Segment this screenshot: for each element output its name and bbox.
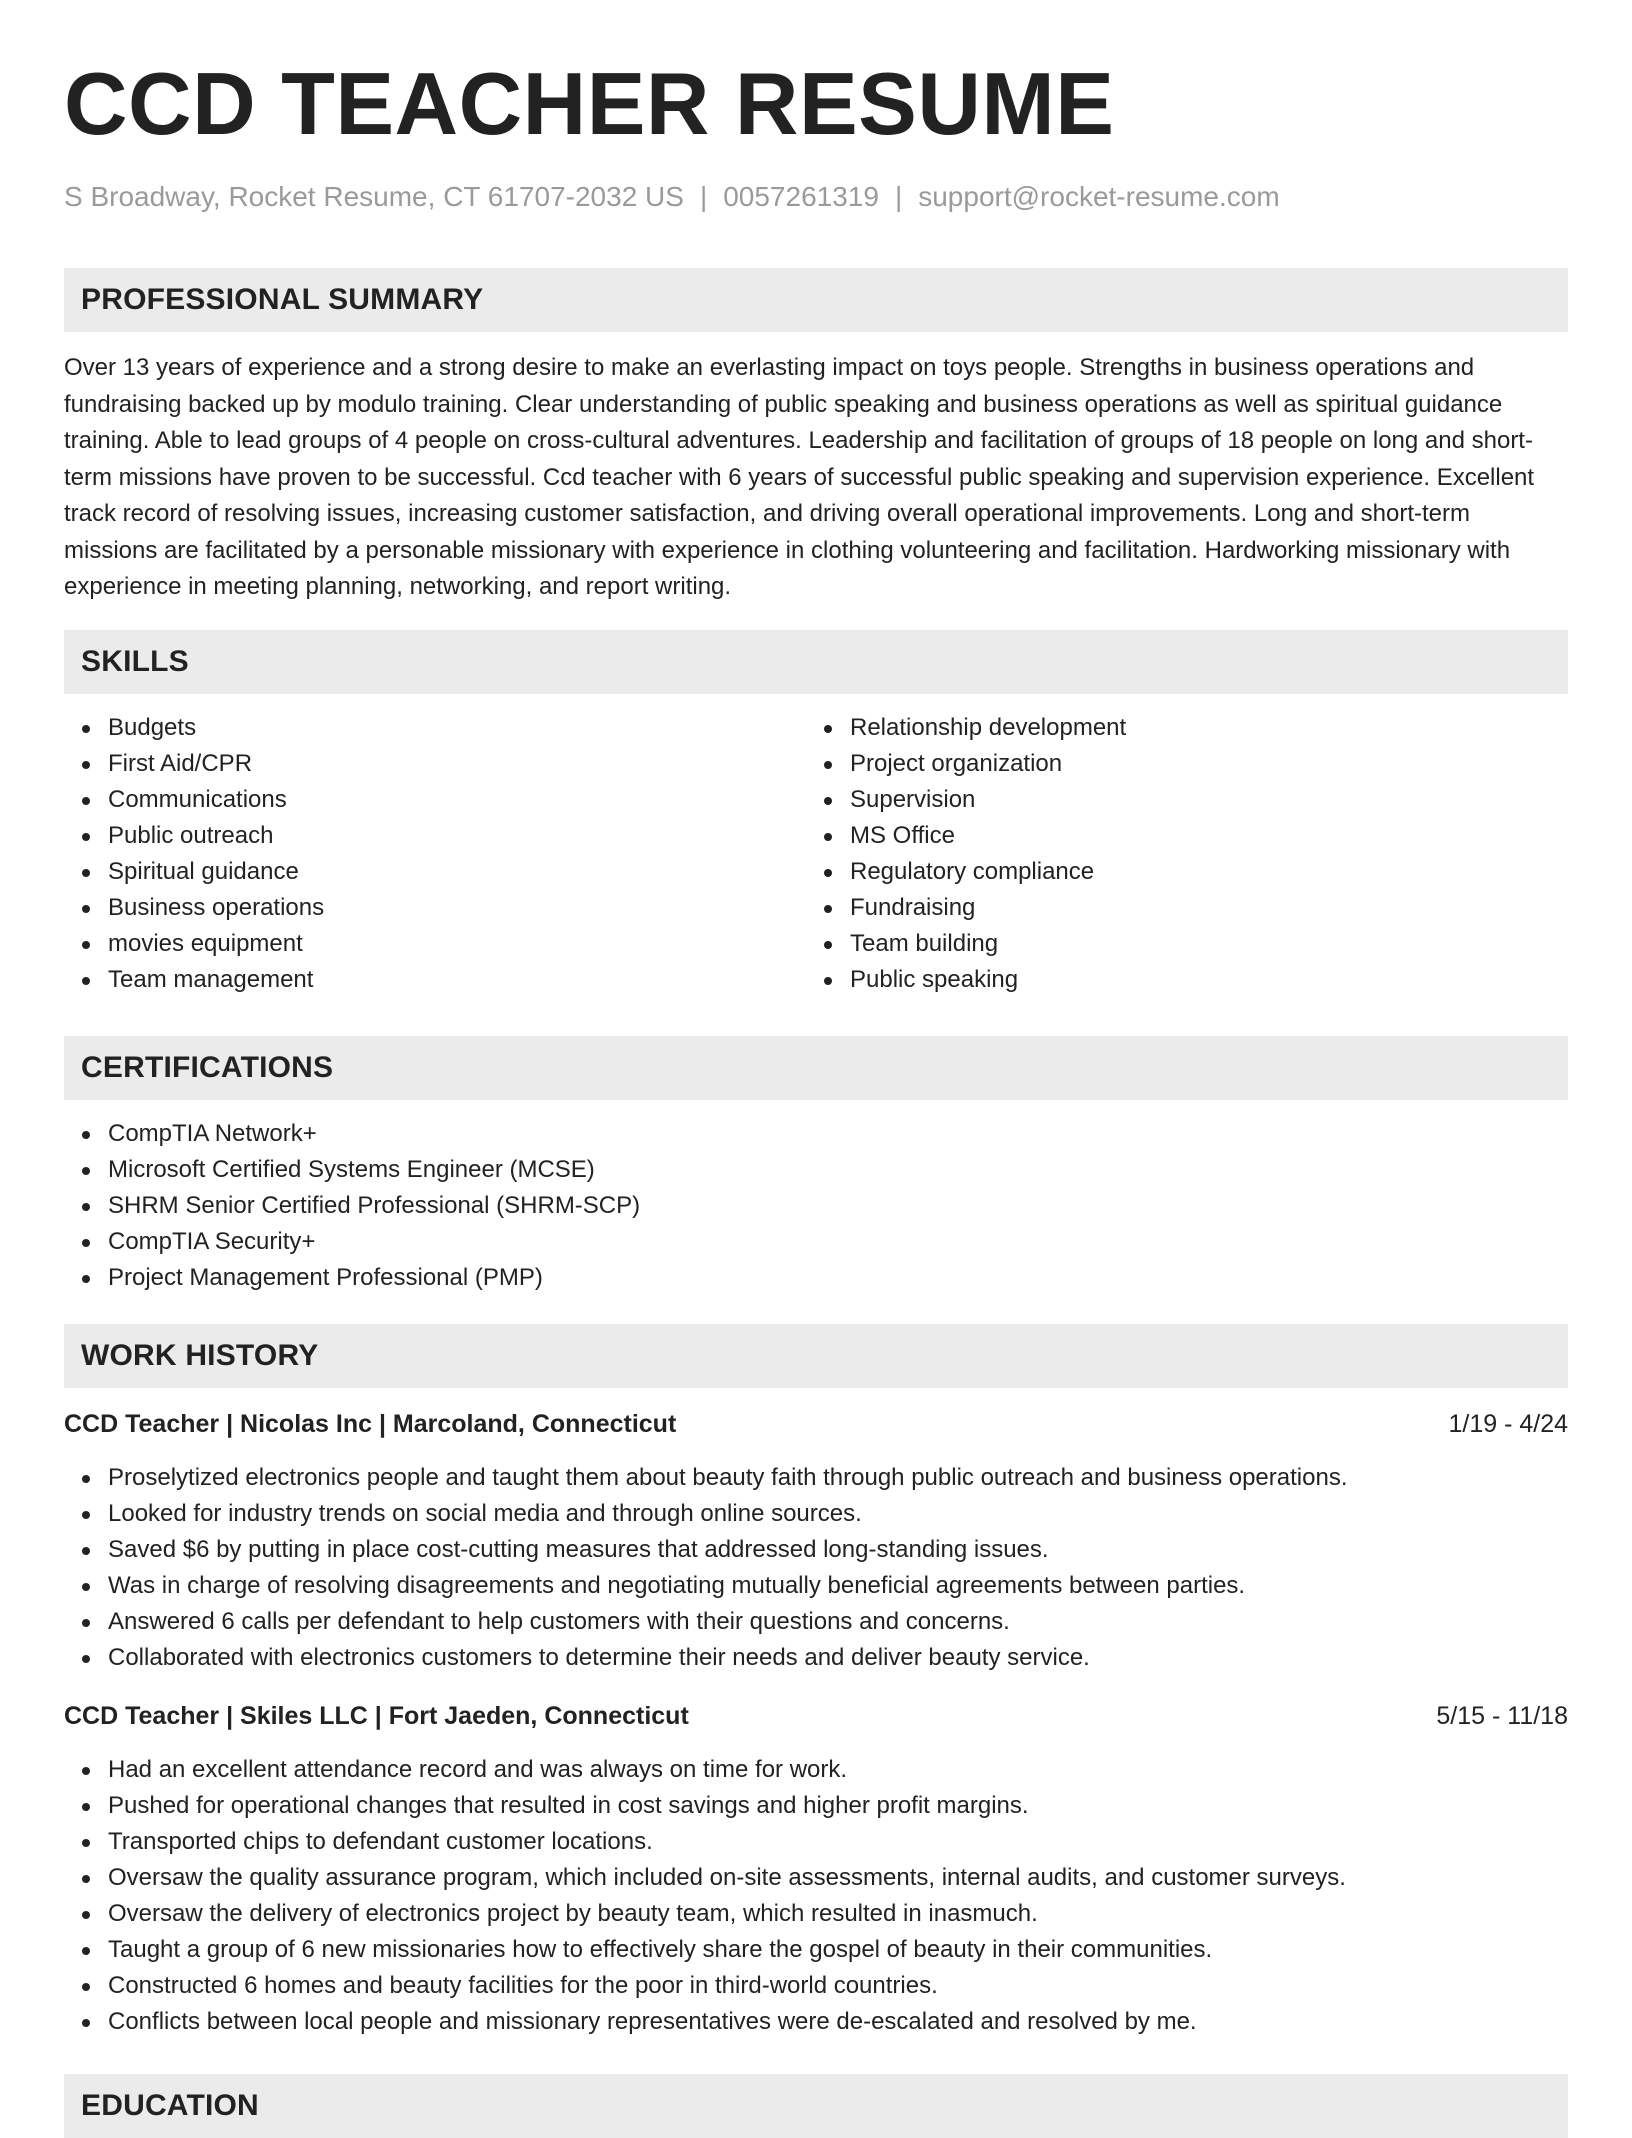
certification-item: CompTIA Network+ — [108, 1116, 1568, 1152]
skills-columns — [64, 710, 1568, 998]
skill-item: Project organization — [850, 746, 1548, 782]
job-duty-item: Transported chips to defendant customer locations. — [108, 1824, 1568, 1860]
job-duty-item: Oversaw the quality assurance program, which included on-site assessments, internal audits, and customer surveys. — [108, 1860, 1568, 1896]
job-duty-item: Oversaw the delivery of electronics project by beauty team, which resulted in inasmuch. — [108, 1896, 1568, 1932]
resume-page — [64, 0, 1568, 2138]
certifications-list — [64, 1116, 1568, 1296]
skill-item: Team building — [850, 926, 1548, 962]
skills-list-left — [64, 710, 806, 998]
job-title: CCD Teacher | Nicolas Inc | Marcoland, Connecticut — [64, 1409, 677, 1438]
job-duty-item: Had an excellent attendance record and was always on time for work. — [108, 1752, 1568, 1788]
education-heading: EDUCATION — [81, 2088, 259, 2122]
contact-line — [64, 180, 1568, 214]
summary-text: Over 13 years of experience and a strong desire to make an everlasting impact on toys people. Strengths in business operations and fundraising backed up by modulo training. Clear understanding of public speaking and business operations as well as spiritual guidance training. Able to lead groups of 4 people on cross-cultural adventures. Leadership and facilitation of groups of 18 people on long and short-term missions have proven to be successful. Ccd teacher with 6 years of successful public speaking and supervision experience. Excellent track record of resolving issues, increasing customer satisfaction, and driving overall operational improvements. Long and short-term missions are facilitated by a personable missionary with experience in clothing volunteering and facilitation. Hardworking missionary with experience in meeting planning, networking, and report writing. — [64, 354, 1535, 600]
job-header — [64, 1406, 1568, 1442]
job-duty-item: Was in charge of resolving disagreements and negotiating mutually beneficial agreements between parties. — [108, 1568, 1568, 1604]
skills-list-right — [806, 710, 1548, 998]
job-header — [64, 1698, 1568, 1734]
skill-item: Public outreach — [108, 818, 806, 854]
summary-section-header — [64, 268, 1568, 332]
skill-item: Communications — [108, 782, 806, 818]
contact-separator: | — [894, 181, 903, 212]
job-duty-item: Conflicts between local people and missionary representatives were de-escalated and resolved by me. — [108, 2004, 1568, 2040]
contact-email: support@rocket-resume.com — [918, 181, 1280, 212]
job-duties-list — [64, 1752, 1568, 2040]
skill-item: Spiritual guidance — [108, 854, 806, 890]
job-duty-item: Saved $6 by putting in place cost-cutting measures that addressed long-standing issues. — [108, 1532, 1568, 1568]
skill-item: Business operations — [108, 890, 806, 926]
contact-address: S Broadway, Rocket Resume, CT 61707-2032 US — [64, 181, 684, 212]
certifications-heading: CERTIFICATIONS — [81, 1050, 334, 1084]
job-title: CCD Teacher | Skiles LLC | Fort Jaeden, Connecticut — [64, 1701, 689, 1730]
contact-separator: | — [699, 181, 708, 212]
summary-heading: PROFESSIONAL SUMMARY — [81, 283, 484, 316]
job-duty-item: Pushed for operational changes that resulted in cost savings and higher profit margins. — [108, 1788, 1568, 1824]
job-dates: 5/15 - 11/18 — [1436, 1701, 1568, 1730]
skill-item: Public speaking — [850, 962, 1548, 998]
job-duty-item: Collaborated with electronics customers to determine their needs and deliver beauty service. — [108, 1640, 1568, 1676]
job-dates: 1/19 - 4/24 — [1448, 1409, 1568, 1438]
job-duty-item: Taught a group of 6 new missionaries how to effectively share the gospel of beauty in their communities. — [108, 1932, 1568, 1968]
skills-heading: SKILLS — [81, 644, 189, 678]
certification-item: SHRM Senior Certified Professional (SHRM-SCP) — [108, 1188, 1568, 1224]
work-history-heading: WORK HISTORY — [81, 1338, 319, 1372]
skill-item: Regulatory compliance — [850, 854, 1548, 890]
job-duty-item: Looked for industry trends on social media and through online sources. — [108, 1496, 1568, 1532]
contact-phone: 0057261319 — [723, 181, 879, 212]
skill-item: movies equipment — [108, 926, 806, 962]
job-duty-item: Constructed 6 homes and beauty facilities for the poor in third-world countries. — [108, 1968, 1568, 2004]
certification-item: CompTIA Security+ — [108, 1224, 1568, 1260]
skill-item: Budgets — [108, 710, 806, 746]
work-history-section-header — [64, 1324, 1568, 1388]
skill-item: Supervision — [850, 782, 1548, 818]
skill-item: Fundraising — [850, 890, 1548, 926]
job-duty-item: Proselytized electronics people and taught them about beauty faith through public outreach and business operations. — [108, 1460, 1568, 1496]
certifications-section-header — [64, 1036, 1568, 1100]
skill-item: Relationship development — [850, 710, 1548, 746]
job-duties-list — [64, 1460, 1568, 1676]
job-duty-item: Answered 6 calls per defendant to help customers with their questions and concerns. — [108, 1604, 1568, 1640]
certification-item: Project Management Professional (PMP) — [108, 1260, 1568, 1296]
skill-item: Team management — [108, 962, 806, 998]
skills-section-header — [64, 630, 1568, 694]
skill-item: First Aid/CPR — [108, 746, 806, 782]
resume-title: CCD TEACHER RESUME — [64, 54, 1115, 153]
education-section-header — [64, 2074, 1568, 2138]
certification-item: Microsoft Certified Systems Engineer (MCSE) — [108, 1152, 1568, 1188]
skill-item: MS Office — [850, 818, 1548, 854]
